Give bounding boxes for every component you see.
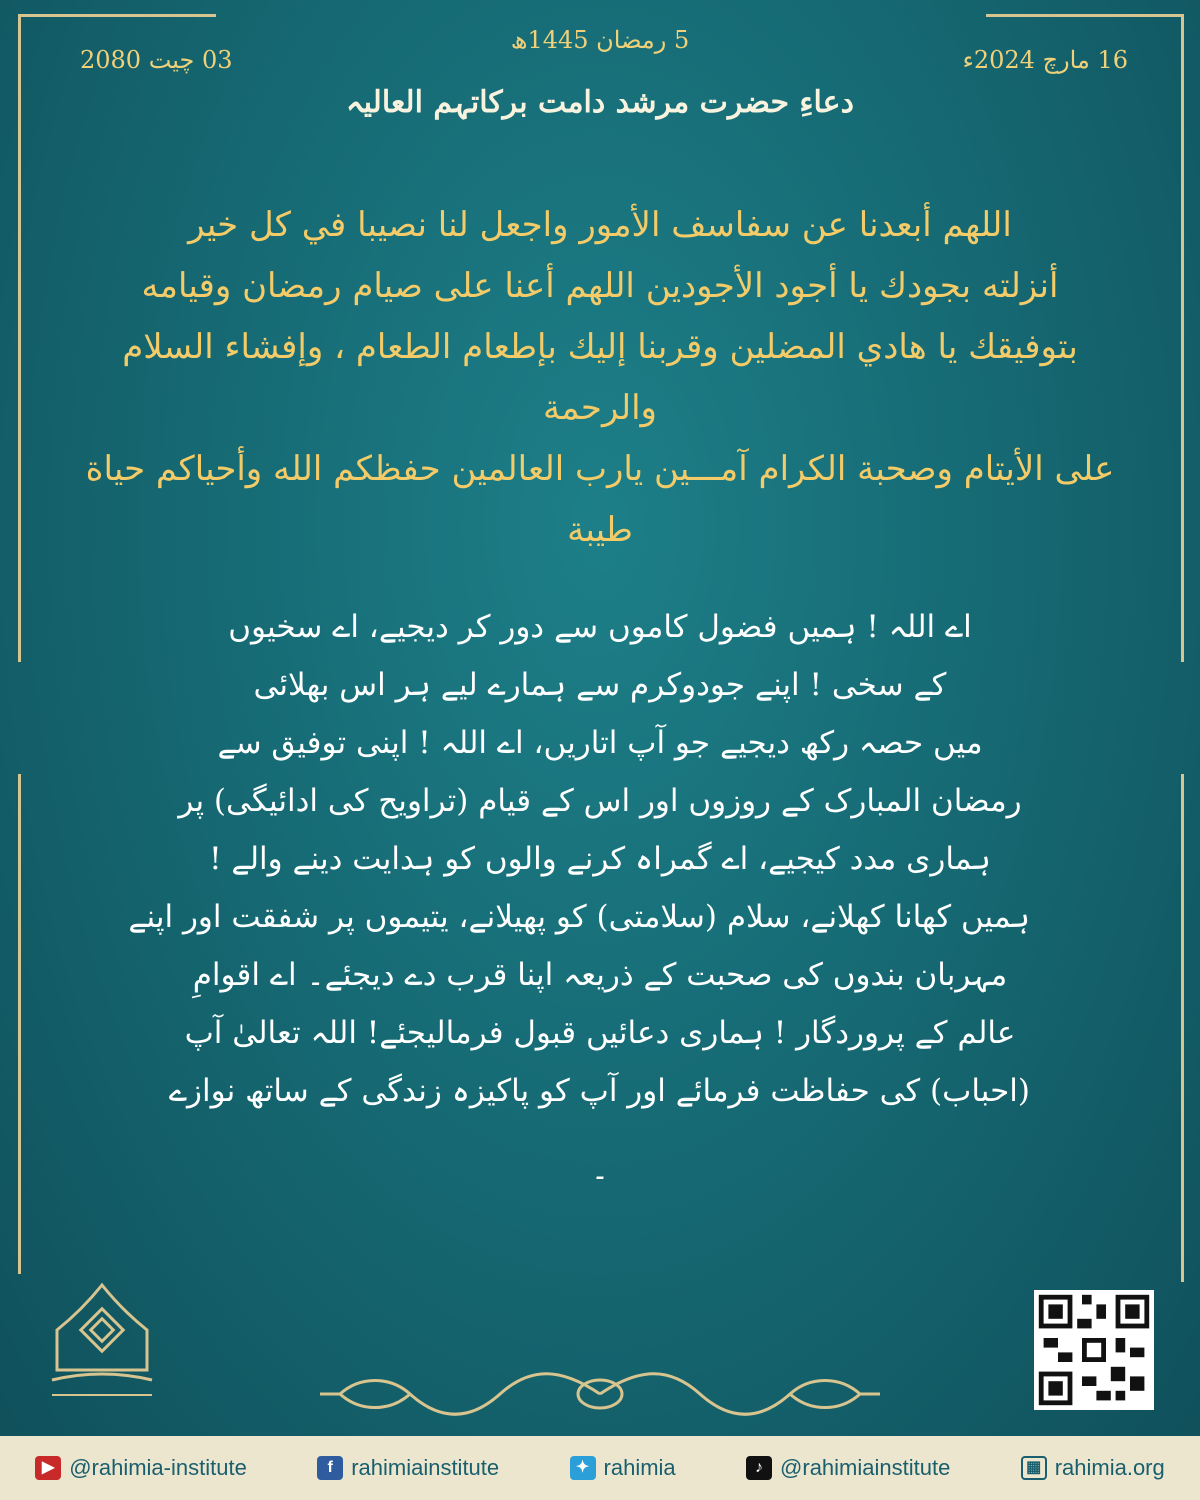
urdu-line: مہربان بندوں کی صحبت کے ذریعہ اپنا قرب دے دیجئے۔ اے اقوامِ [192,957,1008,993]
hijri-date: 5 رمضان 1445ھ [510,26,690,54]
urdu-line: اے اللہ ! ہمیں فضول کاموں سے دور کر دیجیے، اے سخیوں [228,609,972,645]
youtube-icon: ▶ [35,1456,61,1480]
youtube-link[interactable] [35,1455,247,1481]
facebook-handle: rahimiainstitute [351,1455,500,1480]
arabic-line: بتوفيقك يا هادي المضلين وقربنا إليك بإطعام الطعام ، وإفشاء السلام والرحمة [122,327,1078,428]
ornament-flourish [300,1362,900,1426]
bikrami-date: 03 چیت 2080 [80,46,233,74]
web-icon: ▦ [1021,1456,1047,1480]
urdu-line: ۔ [590,1151,610,1187]
urdu-line: میں حصہ رکھ دیجیے جو آپ اتاریں، اے اللہ ! اپنی توفیق سے [217,725,983,761]
arabic-line: أنزلته بجودك يا أجود الأجودين اللهم أعنا على صيام رمضان وقيامه [141,266,1059,306]
urdu-line: عالم کے پروردگار ! ہماری دعائیں قبول فرمالیجئے! اللہ تعالیٰ آپ [184,1015,1016,1051]
arabic-dua [80,195,1120,561]
website-url: rahimia.org [1054,1455,1165,1480]
frame-right-bottom [1181,774,1184,1282]
arabic-line: اللهم أبعدنا عن سفاسف الأمور واجعل لنا نصيبا في كل خير [188,205,1012,245]
urdu-line: رمضان المبارک کے روزوں اور اس کے قیام (تراویح کی ادائیگی) پر [178,783,1022,819]
youtube-handle: @rahimia-institute [69,1455,247,1480]
tiktok-handle: @rahimiainstitute [780,1455,951,1480]
urdu-line: ہماری مدد کیجیے، اے گمراہ کرنے والوں کو ہدایت دینے والے ! [209,841,991,877]
website-link[interactable] [1021,1455,1165,1481]
qr-code[interactable] [1034,1290,1154,1410]
gregorian-date: 16 مارچ 2024ء [962,46,1128,74]
institute-logo [42,1280,162,1410]
arabic-line: طيبة [567,510,633,550]
frame-left-bottom [18,774,21,1274]
frame-top-left [18,14,216,17]
frame-top-right [986,14,1184,17]
urdu-line: کے سخی ! اپنے جودوکرم سے ہمارے لیے ہر اس بھلائی [253,667,947,703]
tiktok-link[interactable] [746,1455,950,1481]
page-title: دعاءِ حضرت مرشد دامت برکاتہم العالیہ [346,85,854,120]
tiktok-icon: ♪ [746,1456,772,1480]
twitter-link[interactable] [570,1455,676,1481]
facebook-icon: f [317,1456,343,1480]
footer-social-bar [0,1436,1200,1500]
frame-left-top [18,14,21,662]
twitter-handle: rahimia [603,1455,676,1480]
frame-right-top [1181,14,1184,662]
facebook-link[interactable] [317,1455,499,1481]
twitter-icon: ✦ [570,1456,596,1480]
arabic-line: على الأيتام وصحبة الكرام آمـــين يارب العالمين حفظكم الله وأحياكم حياة [85,449,1115,489]
urdu-translation [128,598,1030,1198]
urdu-line: (احباب) کی حفاظت فرمائے اور آپ کو پاکیزہ زندگی کے ساتھ نوازے [168,1073,1030,1109]
urdu-line: ہمیں کھانا کھلانے، سلام (سلامتی) کو پھیلانے، یتیموں پر شفقت اور اپنے [128,899,1030,935]
